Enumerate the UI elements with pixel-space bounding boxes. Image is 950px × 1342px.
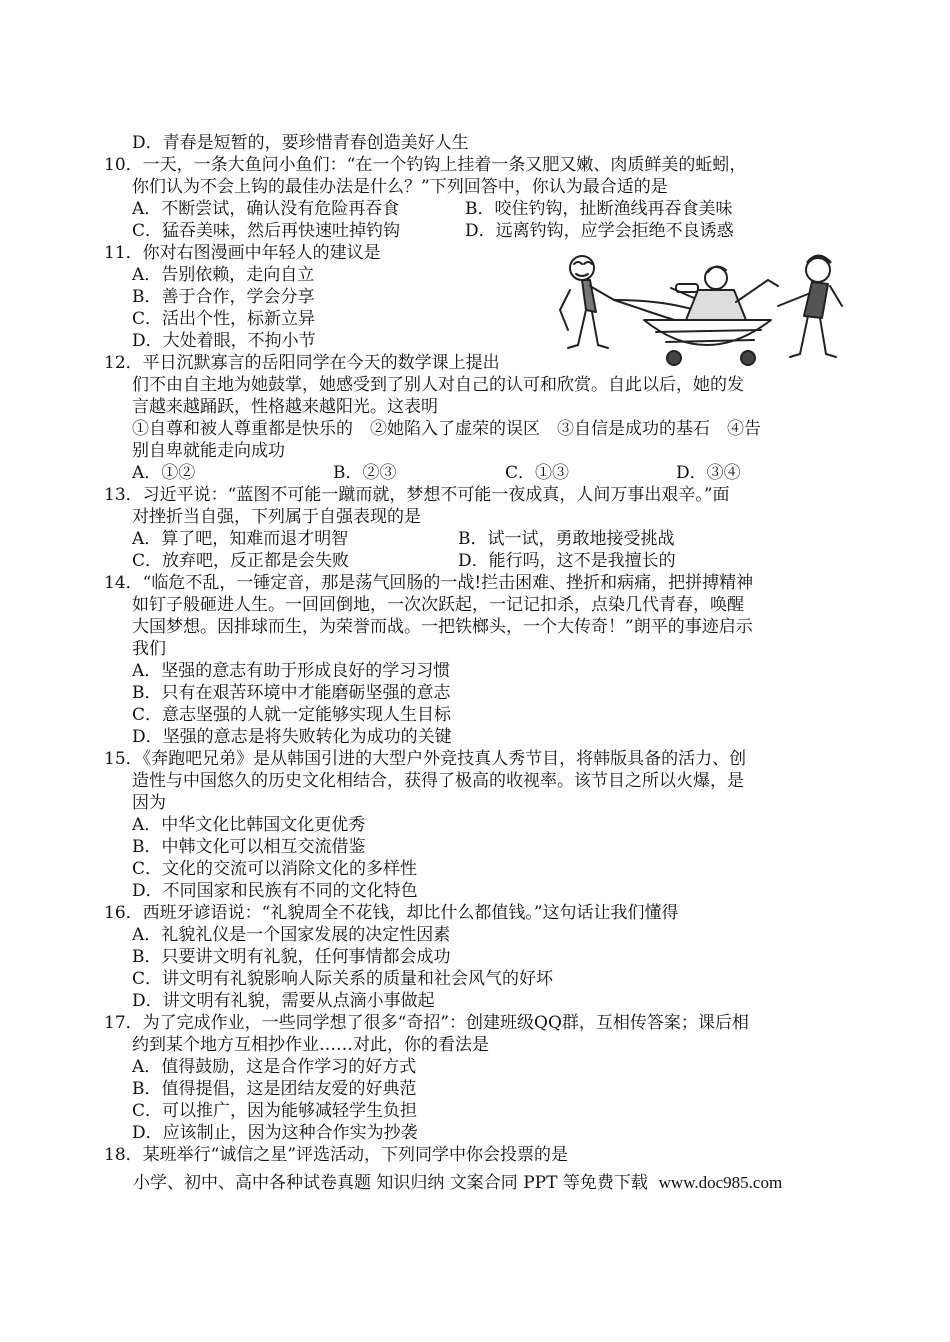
q17-option-a: A．值得鼓励，这是合作学习的好方式 [132, 1057, 417, 1077]
footer-url[interactable]: www.doc985.com [658, 1173, 783, 1192]
q15-stem-cont: 造性与中国悠久的历史文化相结合，获得了极高的收视率。该节目之所以火爆，是 [132, 771, 744, 791]
q10-stem: 10．一天，一条大鱼问小鱼们：“在一个钓钩上挂着一条又肥又嫩、肉质鲜美的蚯蚓， [104, 155, 747, 175]
q15-option-a: A．中华文化比韩国文化更优秀 [132, 815, 366, 835]
q14-option-d: D．坚强的意志是将失败转化为成功的关键 [132, 727, 452, 747]
q12-option-d: D．③④ [676, 463, 741, 483]
q14-stem: 14．“临危不乱，一锤定音，那是荡气回肠的一战!拦击困难、挫折和病痛，把拼搏精神 [104, 573, 754, 593]
q17-option-c: C．可以推广，因为能够减轻学生负担 [132, 1101, 418, 1121]
q17-option-d: D．应该制止，因为这种合作实为抄袭 [132, 1123, 418, 1143]
q11-option-d: D．大处着眼，不拘小节 [132, 331, 316, 351]
q12-option-a: A．①② [132, 463, 196, 483]
q9-option-d: D．青春是短暂的，要珍惜青春创造美好人生 [132, 133, 469, 153]
q13-option-d: D．能行吗，这不是我擅长的 [458, 551, 676, 571]
q16-option-d: D．讲文明有礼貌，需要从点滴小事做起 [132, 991, 435, 1011]
page-footer [133, 1168, 782, 1193]
q12-statements-cont: 别自卑就能走向成功 [132, 441, 285, 461]
q12-stem-cont: 言越来越踊跃，性格越来越阳光。这表明 [132, 397, 438, 417]
q17-stem-cont: 约到某个地方互相抄作业……对此，你的看法是 [132, 1035, 489, 1055]
q11-option-c: C．活出个性，标新立异 [132, 309, 316, 329]
q13-option-c: C．放弃吧，反正都是会失败 [132, 551, 350, 571]
q10-option-d: D．远离钓钩，应学会拒绝不良诱惑 [465, 221, 734, 241]
q12-statements: ①自尊和被人尊重都是快乐的 ②她陷入了虚荣的误区 ③自信是成功的基石 ④告 [132, 419, 761, 439]
q15-option-b: B．中韩文化可以相互交流借鉴 [132, 837, 366, 857]
q12-stem: 12．平日沉默寡言的岳阳同学在今天的数学课上提出 [104, 353, 500, 373]
q11-option-b: B．善于合作，学会分享 [132, 287, 315, 307]
q14-option-c: C．意志坚强的人就一定能够实现人生目标 [132, 705, 452, 725]
q17-option-b: B．值得提倡，这是团结友爱的好典范 [132, 1079, 417, 1099]
q10-option-b: B．咬住钓钩，扯断渔线再吞食美味 [465, 199, 733, 219]
q10-stem-cont: 你们认为不会上钩的最佳办法是什么？”下列回答中，你认为最合适的是 [132, 177, 668, 197]
q16-option-b: B．只要讲文明有礼貌，任何事情都会成功 [132, 947, 451, 967]
q16-option-a: A．礼貌礼仪是一个国家发展的决定性因素 [132, 925, 451, 945]
q13-stem: 13．习近平说：“蓝图不可能一蹴而就，梦想不可能一夜成真，人间万事出艰辛。”面 [104, 485, 730, 505]
q15-option-c: C．文化的交流可以消除文化的多样性 [132, 859, 418, 879]
q14-stem-cont: 如钉子般砸进人生。一回回倒地，一次次跃起，一记记扣杀，点染几代青春，唤醒 [132, 595, 744, 615]
q16-option-c: C．讲文明有礼貌影响人际关系的质量和社会风气的好坏 [132, 969, 554, 989]
q14-option-b: B．只有在艰苦环境中才能磨砺坚强的意志 [132, 683, 451, 703]
q11-stem: 11．你对右图漫画中年轻人的建议是 [104, 243, 381, 263]
q14-stem-cont: 我们 [132, 639, 166, 659]
footer-text: 小学、初中、高中各种试卷真题 知识归纳 文案合同 PPT 等免费下载 [133, 1173, 648, 1193]
q15-stem: 15．《奔跑吧兄弟》是从韩国引进的大型户外竞技真人秀节目，将韩版具备的活力、创 [104, 749, 747, 769]
q12-stem-cont: 们不由自主地为她鼓掌，她感受到了别人对自己的认可和欣赏。自此以后，她的发 [132, 375, 744, 395]
q10-option-a: A．不断尝试，确认没有危险再吞食 [132, 199, 400, 219]
q13-stem-cont: 对挫折当自强，下列属于自强表现的是 [132, 507, 421, 527]
q10-option-c: C．猛吞美味，然后再快速吐掉钓钩 [132, 221, 401, 241]
q12-option-c: C．①③ [505, 463, 570, 483]
q12-option-b: B．②③ [333, 463, 397, 483]
q17-stem: 17．为了完成作业，一些同学想了很多“奇招”：创建班级QQ群，互相传答案；课后相 [104, 1013, 749, 1033]
q14-option-a: A．坚强的意志有助于形成良好的学习习惯 [132, 661, 451, 681]
q14-stem-cont: 大国梦想。因排球而生，为荣誉而战。一把铁榔头，一个大传奇！”朗平的事迹启示 [132, 617, 753, 637]
cartoon-illustration [556, 250, 848, 375]
q18-stem: 18．某班举行“诚信之星”评选活动，下列同学中你会投票的是 [104, 1145, 569, 1165]
q15-option-d: D．不同国家和民族有不同的文化特色 [132, 881, 418, 901]
q13-option-a: A．算了吧，知难而退才明智 [132, 529, 349, 549]
q15-stem-cont: 因为 [132, 793, 166, 813]
q13-option-b: B．试一试，勇敢地接受挑战 [458, 529, 675, 549]
q11-option-a: A．告别依赖，走向自立 [132, 265, 315, 285]
q16-stem: 16．西班牙谚语说：“礼貌周全不花钱，却比什么都值钱。”这句话让我们懂得 [104, 903, 679, 923]
